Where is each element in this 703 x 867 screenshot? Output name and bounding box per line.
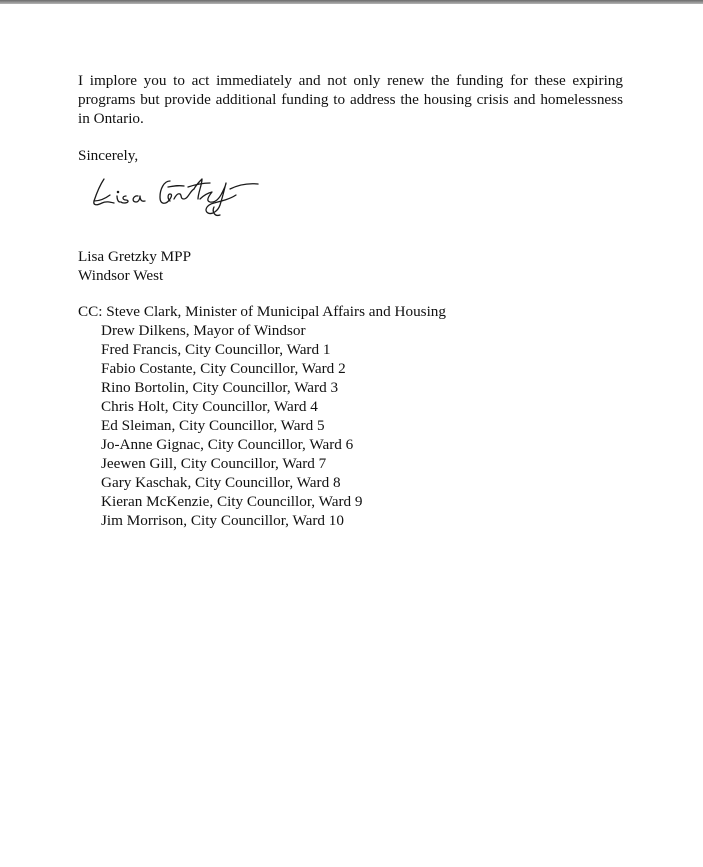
cc-recipient: Chris Holt, City Councillor, Ward 4 <box>101 398 318 415</box>
cc-recipient: Rino Bortolin, City Councillor, Ward 3 <box>101 379 339 396</box>
cc-recipient-list <box>106 302 446 321</box>
body-paragraph: I implore you to act immediately and not only renew the funding for these expiring programs but provide additional funding to address the housing crisis and homelessness in Ontario. <box>78 72 623 127</box>
cc-recipient: Ed Sleiman, City Councillor, Ward 5 <box>101 417 325 434</box>
cc-label: CC: <box>78 303 107 320</box>
letter-page <box>78 71 623 530</box>
cc-block <box>78 302 623 321</box>
closing-salutation: Sincerely, <box>78 147 139 164</box>
cc-recipient: Kieran McKenzie, City Councillor, Ward 9 <box>101 493 363 510</box>
cc-recipient: Drew Dilkens, Mayor of Windsor <box>101 322 306 339</box>
cc-recipient: Fabio Costante, City Councillor, Ward 2 <box>101 360 346 377</box>
cc-recipient: Gary Kaschak, City Councillor, Ward 8 <box>101 474 341 491</box>
cc-recipient-list-continued <box>78 321 623 530</box>
cc-recipient: Fred Francis, City Councillor, Ward 1 <box>101 341 331 358</box>
sender-block <box>78 247 623 285</box>
cc-recipient: Steve Clark, Minister of Municipal Affairs and Housing <box>106 303 446 320</box>
page-top-edge <box>0 0 703 4</box>
cc-recipient: Jo-Anne Gignac, City Councillor, Ward 6 <box>101 436 354 453</box>
handwritten-signature <box>90 165 265 223</box>
sender-riding: Windsor West <box>78 267 164 284</box>
cc-recipient: Jim Morrison, City Councillor, Ward 10 <box>101 512 344 529</box>
sender-name: Lisa Gretzky MPP <box>78 248 192 265</box>
cc-recipient: Jeewen Gill, City Councillor, Ward 7 <box>101 455 327 472</box>
